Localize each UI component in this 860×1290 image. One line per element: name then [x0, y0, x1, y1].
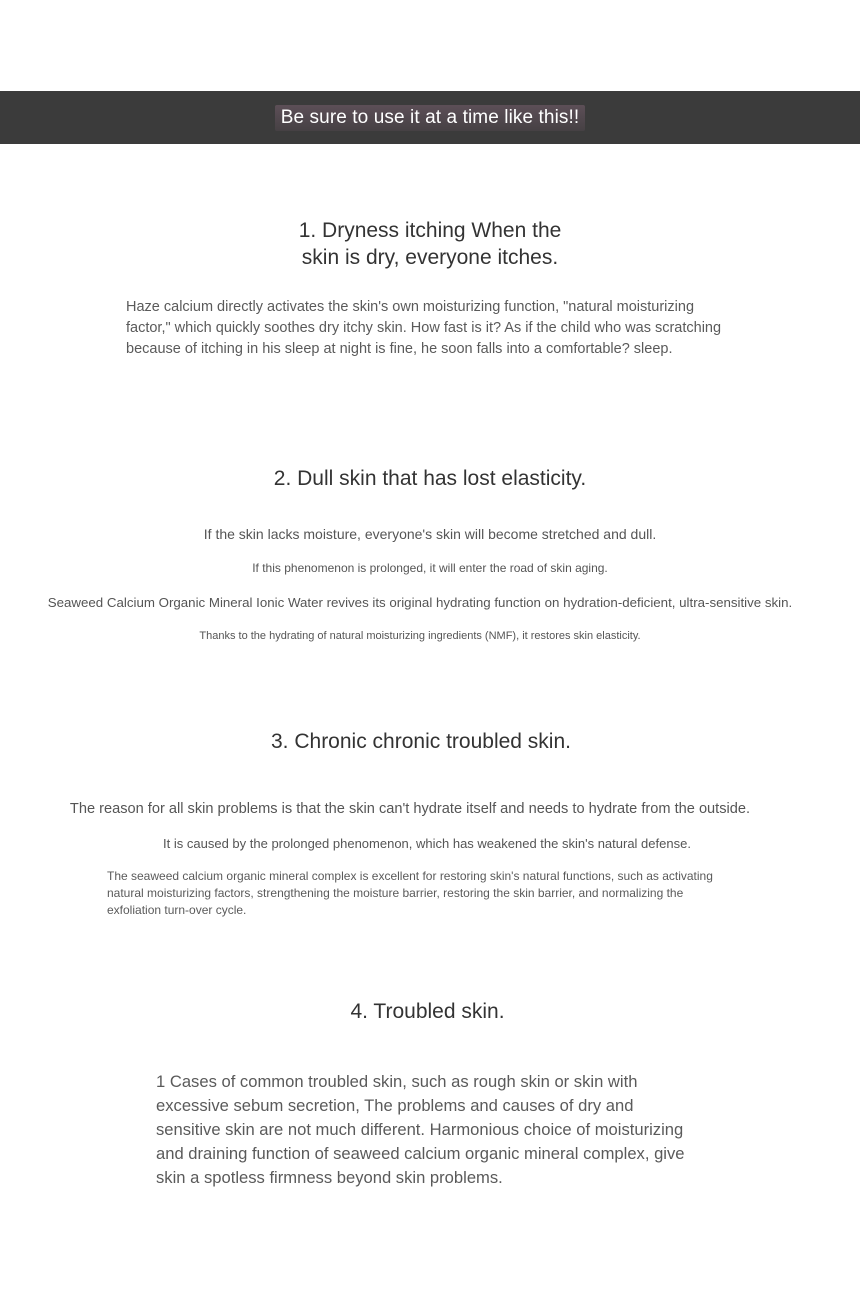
section-3-heading: 3. Chronic chronic troubled skin.: [271, 730, 571, 753]
banner-text: Be sure to use it at a time like this!!: [275, 105, 586, 131]
section-troubled-skin: [0, 998, 860, 1025]
section-1-heading-line-2: skin is dry, everyone itches.: [301, 246, 559, 269]
section-dryness: [0, 217, 860, 271]
section-2-line-4: Thanks to the hydrating of natural moisturizing ingredients (NMF), it restores skin elasticity.: [199, 630, 641, 642]
section-4-heading: 4. Troubled skin.: [350, 1000, 505, 1023]
section-2-line-1: If the skin lacks moisture, everyone's skin will become stretched and dull.: [203, 526, 657, 542]
section-2-heading: 2. Dull skin that has lost elasticity.: [273, 467, 587, 490]
section-4-body: 1 Cases of common troubled skin, such as rough skin or skin with excessive sebum secretion, The problems and causes of dry and sensitive skin are not much different. Harmonious choice of moisturizing and draining function of seaweed calcium organic mineral complex, give skin a spotless firmness beyond skin problems.: [156, 1072, 685, 1187]
section-dull-skin: [0, 465, 860, 492]
section-1-heading-line-1: 1. Dryness itching When the: [298, 219, 562, 242]
section-chronic-skin: [0, 728, 860, 755]
section-2-line-2: If this phenomenon is prolonged, it will enter the road of skin aging.: [252, 561, 608, 575]
section-3-line-1: The reason for all skin problems is that the skin can't hydrate itself and needs to hydrate from the outside.: [69, 801, 751, 817]
section-3-line-2: It is caused by the prolonged phenomenon, which has weakened the skin's natural defense.: [163, 836, 691, 851]
section-1-body: Haze calcium directly activates the skin's own moisturizing function, "natural moisturizing factor," which quickly soothes dry itchy skin. How fast is it? As if the child who was scratching because of itching in his sleep at night is fine, he soon falls into a comfortable? sleep.: [126, 299, 722, 357]
top-banner: [0, 91, 860, 144]
section-1-heading: [0, 217, 860, 271]
section-3-body: The seaweed calcium organic mineral complex is excellent for restoring skin's natural functions, such as activating natural moisturizing factors, strengthening the moisture barrier, restoring the skin barrier, and normalizing the exfoliation turn-over cycle.: [107, 869, 713, 917]
section-2-line-3: Seaweed Calcium Organic Mineral Ionic Water revives its original hydrating function on hydration-deficient, ultra-sensitive skin.: [47, 595, 793, 610]
